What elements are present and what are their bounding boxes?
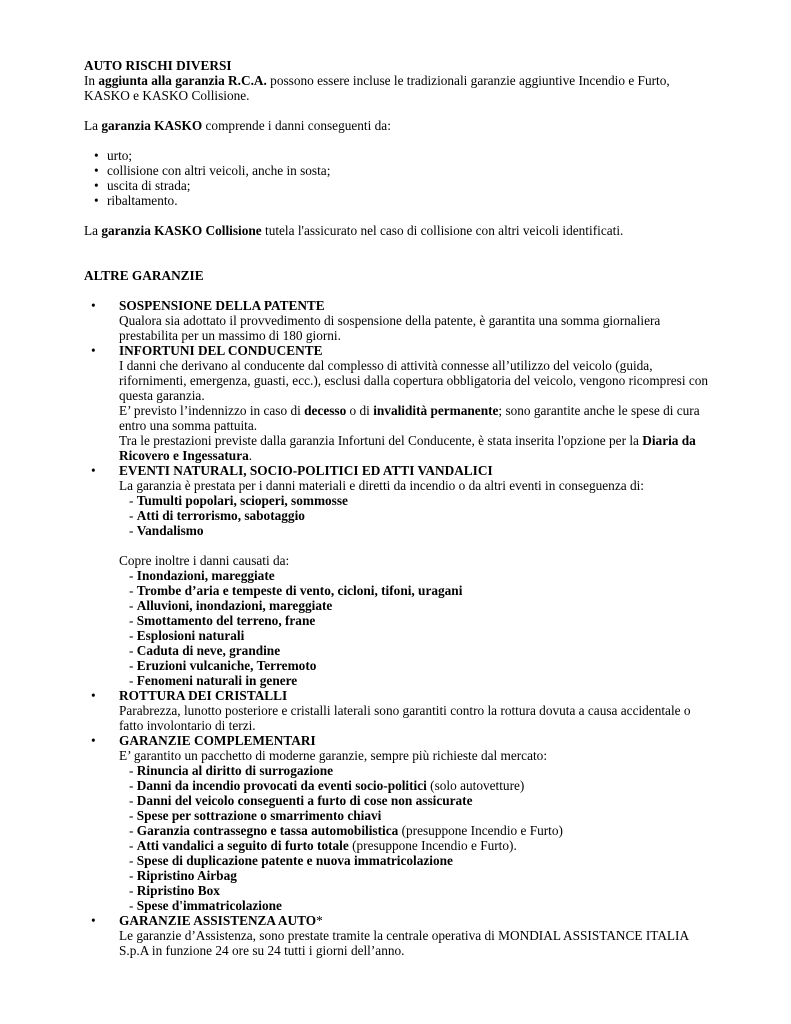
list-item: - Tumulti popolari, scioperi, sommosse <box>129 493 348 508</box>
bullet-icon: • <box>91 343 96 358</box>
list-item: - Caduta di neve, grandine <box>129 643 281 658</box>
garanzia-text: Le garanzie d’Assistenza, sono prestate tramite la centrale operativa di MONDIAL ASSISTANCE ITALIA S.p.A in funzione 24 ore su 24 tutti i giorni dell’anno. <box>119 928 689 958</box>
list-item: - Danni del veicolo conseguenti a furto di cose non assicurate <box>129 793 473 808</box>
garanzia-text: E’ garantito un pacchetto di moderne garanzie, sempre più richieste dal mercato: <box>119 748 548 763</box>
document-body <box>84 58 714 958</box>
list-item: • uscita di strada; <box>84 178 714 193</box>
bullet-icon: • <box>91 913 96 928</box>
list-item: - Spese per sottrazione o smarrimento chiavi <box>129 808 382 823</box>
garanzia-title: GARANZIE COMPLEMENTARI <box>119 733 316 748</box>
list-item: - Spese d'immatricolazione <box>129 898 282 913</box>
list-item: - Rinuncia al diritto di surrogazione <box>129 763 334 778</box>
list-item: - Spese di duplicazione patente e nuova immatricolazione <box>129 853 453 868</box>
garanzia-text: Copre inoltre i danni causati da: <box>119 553 290 568</box>
list-item: - Trombe d’aria e tempeste di vento, cicloni, tifoni, uragani <box>129 583 463 598</box>
bullet-icon: • <box>91 688 96 703</box>
kasko-paragraph: La garanzia KASKO comprende i danni conseguenti da: <box>84 118 391 133</box>
list-item: - Garanzia contrassegno e tassa automobilistica (presuppone Incendio e Furto) <box>129 823 563 838</box>
garanzia-sospensione <box>84 298 714 343</box>
list-item: • ribaltamento. <box>84 193 714 208</box>
list-item: - Eruzioni vulcaniche, Terremoto <box>129 658 317 673</box>
garanzia-text: Parabrezza, lunotto posteriore e cristalli laterali sono garantiti contro la rottura dovuta a causa accidentale o fatto involontario di terzi. <box>119 703 691 733</box>
garanzia-assistenza <box>84 913 714 958</box>
garanzia-eventi <box>84 463 714 688</box>
bullet-icon: • <box>91 298 96 313</box>
list-item: - Ripristino Airbag <box>129 868 237 883</box>
list-item: - Vandalismo <box>129 523 204 538</box>
list-item: - Inondazioni, mareggiate <box>129 568 275 583</box>
garanzia-title: EVENTI NATURALI, SOCIO-POLITICI ED ATTI VANDALICI <box>119 463 493 478</box>
garanzie-list <box>84 298 714 958</box>
list-item: - Alluvioni, inondazioni, mareggiate <box>129 598 333 613</box>
garanzia-cristalli <box>84 688 714 733</box>
garanzia-text: E’ previsto l’indennizzo in caso di decesso o di invalidità permanente; sono garantite anche le spese di cura entro una somma pattuita. <box>119 403 700 433</box>
list-item: - Atti di terrorismo, sabotaggio <box>129 508 305 523</box>
kasko-list <box>84 148 714 208</box>
list-item: - Smottamento del terreno, frane <box>129 613 316 628</box>
garanzia-text: Qualora sia adottato il provvedimento di sospensione della patente, è garantita una somma giornaliera prestabilita per un massimo di 180 giorni. <box>119 313 661 343</box>
garanzia-title: SOSPENSIONE DELLA PATENTE <box>119 298 325 313</box>
garanzia-title: ROTTURA DEI CRISTALLI <box>119 688 288 703</box>
garanzia-title: GARANZIE ASSISTENZA AUTO* <box>119 913 323 928</box>
list-item: • urto; <box>84 148 714 163</box>
section-title-altre-garanzie: ALTRE GARANZIE <box>84 268 204 283</box>
intro-paragraph: In aggiunta alla garanzia R.C.A. possono essere incluse le tradizionali garanzie aggiuntive Incendio e Furto, KASKO e KASKO Collisione. <box>84 73 670 103</box>
list-item: - Ripristino Box <box>129 883 220 898</box>
list-item: - Atti vandalici a seguito di furto totale (presuppone Incendio e Furto). <box>129 838 517 853</box>
list-item: • collisione con altri veicoli, anche in sosta; <box>84 163 714 178</box>
list-item: - Fenomeni naturali in genere <box>129 673 298 688</box>
garanzia-text: La garanzia è prestata per i danni materiali e diretti da incendio o da altri eventi in conseguenza di: <box>119 478 644 493</box>
bullet-icon: • <box>91 463 96 478</box>
garanzia-infortuni <box>84 343 714 463</box>
section-title-auto-rischi: AUTO RISCHI DIVERSI <box>84 58 232 73</box>
kasko-collisione-paragraph: La garanzia KASKO Collisione tutela l'assicurato nel caso di collisione con altri veicoli identificati. <box>84 223 624 238</box>
list-item: - Esplosioni naturali <box>129 628 245 643</box>
bullet-icon: • <box>91 733 96 748</box>
garanzia-text: Tra le prestazioni previste dalla garanzia Infortuni del Conducente, è stata inserita l'opzione per la Diaria da Ricovero e Ingessatura. <box>119 433 696 463</box>
list-item: - Danni da incendio provocati da eventi socio-politici (solo autovetture) <box>129 778 525 793</box>
garanzia-complementari <box>84 733 714 913</box>
garanzia-text: I danni che derivano al conducente dal complesso di attività connesse all’utilizzo del veicolo (guida, rifornimenti, emergenza, guasti, ecc.), esclusi dalla copertura obbligatoria del veicolo, vengono ricompresi con questa garanzia. <box>119 358 709 403</box>
garanzia-title: INFORTUNI DEL CONDUCENTE <box>119 343 323 358</box>
